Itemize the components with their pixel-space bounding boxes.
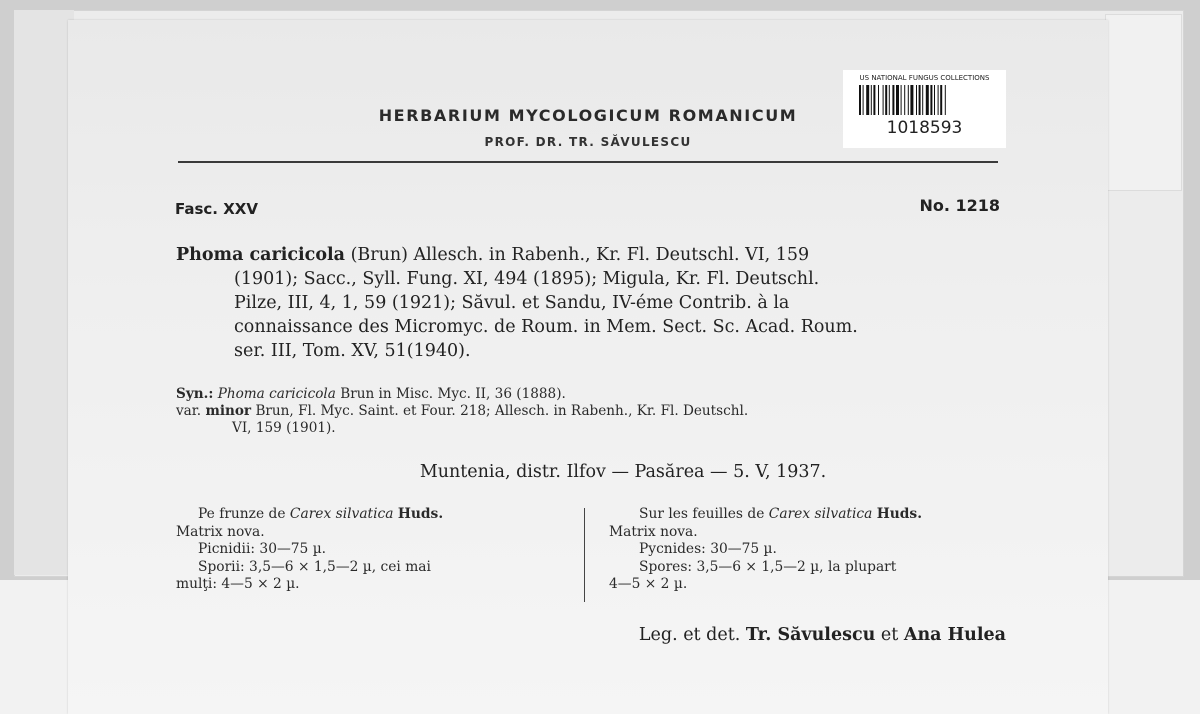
barcode-sticker	[843, 70, 1006, 148]
ro-matrix-line: Matrix nova.	[176, 523, 265, 540]
specimen-label	[68, 20, 1108, 714]
fr-host-name: Carex silvatica	[768, 506, 873, 522]
synonyms-block	[176, 386, 999, 437]
description-romanian	[176, 506, 556, 594]
var-rest: Brun, Fl. Myc. Saint. et Four. 218; Allesch. in Rabenh., Kr. Fl. Deutschl.	[255, 403, 749, 419]
citation-line-3: Pilze, III, 4, 1, 59 (1921); Săvul. et Sandu, IV-éme Contrib. à la	[234, 293, 790, 313]
fr-host-line	[609, 506, 989, 524]
collector-name-2: Ana Hulea	[903, 625, 1006, 645]
collector-et: et	[880, 625, 899, 645]
fr-host-prefix: Sur les feuilles de	[639, 506, 765, 522]
ro-spores-line: Sporii: 3,5—6 × 1,5—2 µ, cei mai	[198, 558, 431, 575]
synonym-line	[176, 386, 999, 403]
ro-spores-line-2: mulţi: 4—5 × 2 µ.	[176, 576, 300, 592]
description-french	[609, 506, 989, 594]
ro-pycnidia-line: Picnidii: 30—75 µ.	[198, 541, 327, 557]
citation-line-1	[176, 243, 999, 267]
collector-name-1: Tr. Săvulescu	[745, 625, 876, 645]
taxon-name: Phoma caricicola	[176, 245, 345, 265]
barcode-caption: US NATIONAL FUNGUS COLLECTIONS	[859, 74, 990, 82]
locality-line: Muntenia, distr. Ilfov — Pasărea — 5. V, 1937.	[419, 462, 827, 482]
herbarium-subtitle: PROF. DR. TR. SĂVULESCU	[484, 135, 692, 149]
citation-line-5: ser. III, Tom. XV, 51(1940).	[234, 341, 471, 361]
fr-pycnides-line: Pycnides: 30—75 µ.	[639, 541, 777, 557]
collector-line	[639, 625, 1006, 645]
sheet-fold-right	[1105, 14, 1182, 191]
variety-line	[176, 403, 999, 420]
ro-host-name: Carex silvatica	[289, 506, 394, 522]
fr-spores-line-2: 4—5 × 2 µ.	[609, 576, 688, 592]
var-prefix: var.	[176, 403, 202, 419]
citation-line-4: connaissance des Micromyc. de Roum. in Mem. Sect. Sc. Acad. Roum.	[234, 317, 858, 337]
sheet-fold-left	[14, 10, 74, 575]
syn-name: Phoma caricicola	[217, 386, 336, 402]
taxon-citation	[176, 243, 999, 363]
syn-rest: Brun in Misc. Myc. II, 36 (1888).	[340, 386, 566, 402]
fr-spores-line: Spores: 3,5—6 × 1,5—2 µ, la plupart	[639, 558, 897, 575]
herbarium-title: HERBARIUM MYCOLOGICUM ROMANICUM	[378, 106, 798, 125]
ro-host-line	[176, 506, 556, 524]
fr-matrix-line: Matrix nova.	[609, 523, 698, 540]
ro-host-prefix: Pe frunze de	[198, 506, 286, 522]
citation-line-1-rest: (Brun) Allesch. in Rabenh., Kr. Fl. Deutschl. VI, 159	[350, 245, 810, 265]
var-name: minor	[205, 403, 252, 419]
fr-host-author: Huds.	[876, 506, 923, 522]
column-divider	[584, 508, 585, 602]
ro-host-author: Huds.	[397, 506, 444, 522]
fascicle-number: Fasc. XXV	[175, 200, 258, 218]
specimen-number: No. 1218	[919, 196, 1000, 215]
header-rule	[178, 161, 998, 163]
barcode-icon	[859, 85, 990, 115]
variety-line-2: VI, 159 (1901).	[232, 420, 336, 436]
collector-prefix: Leg. et det.	[638, 625, 741, 645]
syn-label: Syn.:	[176, 386, 214, 402]
barcode-number: 1018593	[886, 118, 963, 138]
citation-line-2: (1901); Sacc., Syll. Fung. XI, 494 (1895); Migula, Kr. Fl. Deutschl.	[234, 269, 820, 289]
